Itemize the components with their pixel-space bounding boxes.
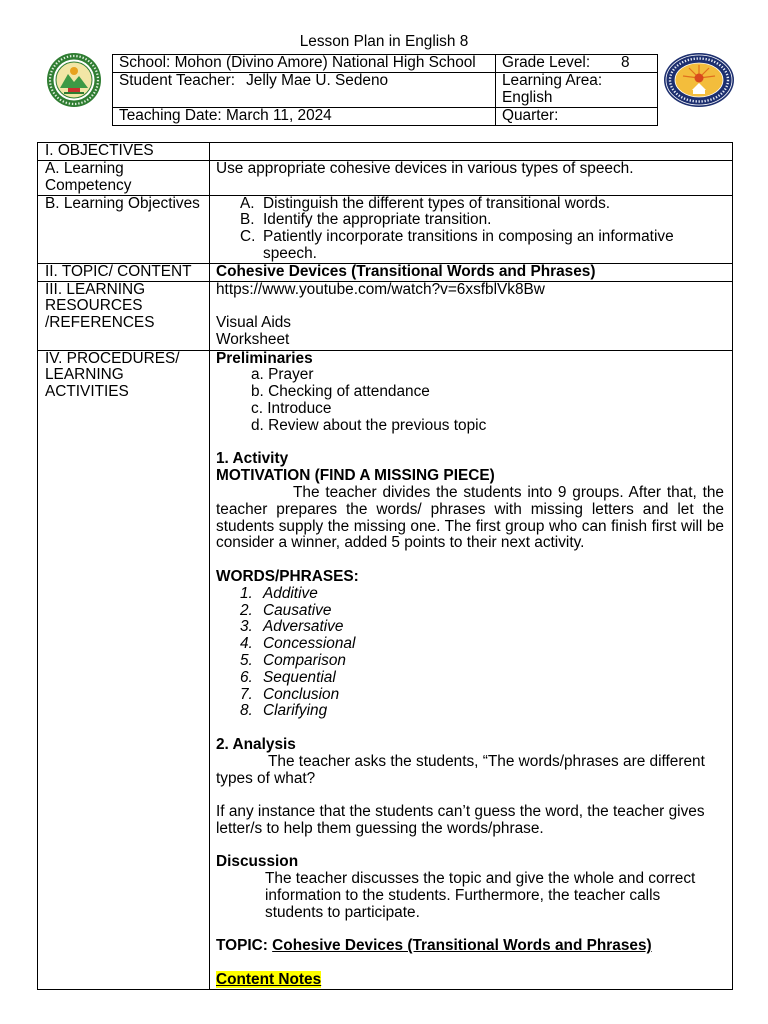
item-text: Identify the appropriate transition.	[263, 211, 492, 229]
learning-area-label: Learning Area:	[502, 71, 603, 89]
list-item	[216, 703, 724, 720]
item-marker: 6.	[240, 668, 253, 686]
item-marker: 8.	[240, 702, 253, 720]
item-text: Prayer	[268, 366, 314, 384]
row-procedures	[38, 350, 733, 989]
activity-heading: 1. Activity	[216, 450, 289, 468]
item-text: Review about the previous topic	[268, 416, 487, 434]
topic-line	[216, 938, 724, 955]
grade-level-label: Grade Level:	[502, 54, 591, 71]
item-marker: a.	[251, 366, 264, 384]
learning-objectives-label: B. Learning Objectives	[38, 195, 210, 263]
objectives-value	[210, 143, 733, 161]
deped-seal-icon	[663, 52, 735, 108]
item-text: Patiently incorporate transitions in composing an informative speech.	[263, 228, 674, 262]
lesson-plan-table	[37, 142, 733, 990]
item-marker: b.	[251, 383, 264, 401]
grade-level-cell	[496, 55, 658, 73]
student-teacher-value: Jelly Mae U. Sedeno	[246, 71, 389, 89]
content-notes-line	[216, 972, 724, 989]
objectives-label: I. OBJECTIVES	[38, 143, 210, 161]
item-text: Clarifying	[263, 702, 328, 720]
blank-line	[216, 552, 724, 569]
resource-item: Worksheet	[216, 330, 290, 348]
resource-item: Visual Aids	[216, 314, 292, 332]
item-text: Introduce	[267, 399, 332, 417]
school-seal-icon	[46, 52, 102, 108]
item-marker: 3.	[240, 618, 253, 636]
item-marker: A.	[240, 194, 255, 212]
item-text: Distinguish the different types of transitional words.	[263, 194, 611, 212]
analysis-heading: 2. Analysis	[216, 735, 296, 753]
competency-value: Use appropriate cohesive devices in various types of speech.	[210, 161, 733, 196]
activity-subheading: MOTIVATION (FIND A MISSING PIECE)	[216, 467, 495, 485]
item-text: Concessional	[263, 635, 356, 653]
blank-line	[216, 787, 724, 804]
row-topic	[38, 263, 733, 281]
grade-level-value: 8	[621, 54, 630, 71]
row-competency	[38, 161, 733, 196]
analysis-paragraph: The teacher asks the students, “The words/phrases are different types of what?	[216, 752, 705, 787]
preliminaries-item	[216, 367, 724, 384]
procedures-label: IV. PROCEDURES/ LEARNING ACTIVITIES	[38, 350, 210, 989]
row-objectives	[38, 143, 733, 161]
header-row-teacher	[113, 72, 658, 107]
quarter-cell: Quarter:	[496, 107, 658, 125]
item-text: Additive	[263, 584, 318, 602]
list-item	[216, 229, 724, 263]
row-learning-objectives	[38, 195, 733, 263]
school-cell: School: Mohon (Divino Amore) National High School	[113, 55, 496, 73]
analysis-note: If any instance that the students can’t guess the word, the teacher gives letter/s to help them guessing the words/phrase.	[216, 803, 705, 837]
resources-label: III. LEARNING RESOURCES /REFERENCES	[38, 281, 210, 350]
resources-list	[210, 281, 733, 350]
procedures-content	[210, 350, 733, 989]
topic-line-value: Cohesive Devices (Transitional Words and Phrases)	[272, 937, 652, 955]
item-text: Sequential	[263, 668, 336, 686]
item-text: Adversative	[263, 618, 344, 636]
topic-line-label: TOPIC:	[216, 937, 268, 955]
blank-line	[216, 955, 724, 972]
words-phrases-heading: WORDS/PHRASES:	[216, 567, 359, 585]
document-title: Lesson Plan in English 8	[299, 33, 469, 50]
preliminaries-item	[216, 418, 724, 435]
item-text: Causative	[263, 601, 332, 619]
blank-line	[216, 298, 724, 315]
row-resources	[38, 281, 733, 350]
item-marker: 1.	[240, 584, 253, 602]
item-marker: c.	[251, 399, 263, 417]
item-marker: B.	[240, 211, 255, 229]
list-item	[216, 603, 724, 620]
blank-line	[216, 922, 724, 939]
item-marker: 4.	[240, 635, 253, 653]
item-text: Comparison	[263, 651, 346, 669]
item-marker: C.	[240, 228, 256, 246]
competency-label: A. Learning Competency	[38, 161, 210, 196]
list-item	[216, 636, 724, 653]
student-teacher-cell	[113, 72, 496, 107]
item-marker: 5.	[240, 651, 253, 669]
teaching-date-cell: Teaching Date: March 11, 2024	[113, 107, 496, 125]
item-text: Checking of attendance	[268, 383, 430, 401]
list-item	[216, 212, 724, 229]
list-item	[216, 670, 724, 687]
preliminaries-heading: Preliminaries	[216, 349, 313, 367]
list-item	[216, 687, 724, 704]
preliminaries-item	[216, 401, 724, 418]
list-item	[216, 619, 724, 636]
student-teacher-label: Student Teacher:	[119, 71, 236, 89]
list-item	[216, 196, 724, 213]
learning-objectives-list	[210, 195, 733, 263]
header-info-table	[112, 54, 658, 126]
item-text: Conclusion	[263, 685, 340, 703]
list-item	[216, 586, 724, 603]
activity-paragraph: The teacher divides the students into 9 groups. After that, the teacher prepares the words/ phrases with missing letters and let the students supply the missing one. The first group who can finish first will be consider a winner, added 5 points to their next activity.	[216, 483, 724, 552]
content-notes-label: Content Notes	[216, 971, 322, 989]
discussion-paragraph: The teacher discusses the topic and give the whole and correct information to the students. Furthermore, the teacher calls students to participate.	[265, 870, 696, 921]
list-item	[216, 653, 724, 670]
item-marker: 2.	[240, 601, 253, 619]
blank-line	[216, 435, 724, 452]
learning-area-value: English	[502, 88, 553, 106]
topic-label: II. TOPIC/ CONTENT	[38, 263, 210, 281]
preliminaries-item	[216, 384, 724, 401]
item-marker: d.	[251, 416, 264, 434]
item-marker: 7.	[240, 685, 253, 703]
resource-link: https://www.youtube.com/watch?v=6xsfblVk8Bw	[216, 280, 545, 298]
header-row-date	[113, 107, 658, 125]
blank-line	[216, 720, 724, 737]
learning-area-cell	[496, 72, 658, 107]
header-row-school	[113, 55, 658, 73]
topic-value: Cohesive Devices (Transitional Words and Phrases)	[210, 263, 733, 281]
blank-line	[216, 838, 724, 855]
discussion-heading: Discussion	[216, 853, 299, 871]
